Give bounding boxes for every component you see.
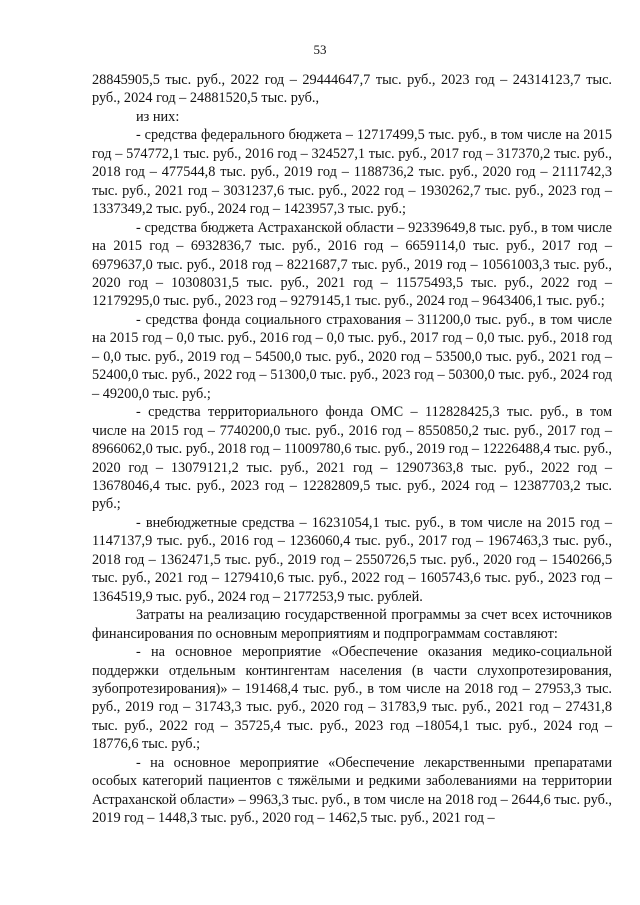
document-body [92, 71, 612, 828]
paragraph-regional-budget: - средства бюджета Астраханской области – 92339649,8 тыс. руб., в том числе на 2015 год – 6932836,7 тыс. руб., 2016 год – 6659114,0 тыс. руб., 2017 год – 6979637,0 тыс. руб., 2018 год – 8221687,7 тыс. руб., 2019 год – 10561003,3 тыс. руб., 2020 год – 10308031,5 тыс. руб., 2021 год – 11575493,5 тыс. руб., 2022 год – 12179295,0 тыс. руб., 2023 год – 9279145,1 тыс. руб., 2024 год – 9643406,1 тыс. руб.; [92, 219, 612, 310]
paragraph-federal-budget: - средства федерального бюджета – 12717499,5 тыс. руб., в том числе на 2015 год – 574772,1 тыс. руб., 2016 год – 324527,1 тыс. руб., 2017 год – 317370,2 тыс. руб., 2018 год – 477544,8 тыс. руб., 2019 год – 1188736,2 тыс. руб., 2020 год – 2111742,3 тыс. руб., 2021 год – 3031237,6 тыс. руб., 2022 год – 1930262,7 тыс. руб., 2023 год – 1337349,2 тыс. руб., 2024 год – 1423957,3 тыс. руб.; [92, 127, 612, 218]
paragraph-measure-medicines: - на основное мероприятие «Обеспечение лекарственными препаратами особых категорий пациентов с тяжёлыми и редкими заболеваниями на территории Астраханской области» – 9963,3 тыс. руб., в том числе на 2018 год – 2644,6 тыс. руб., 2019 год – 1448,3 тыс. руб., 2020 год – 1462,5 тыс. руб., 2021 год – [92, 754, 612, 827]
paragraph-of-which: из них: [136, 108, 180, 125]
paragraph-territorial-oms-fund: - средства территориального фонда ОМС – 112828425,3 тыс. руб., в том числе на 2015 год – 7740200,0 тыс. руб., 2016 год – 8550850,2 тыс. руб., 2017 год – 8966062,0 тыс. руб., 2018 год – 11009780,6 тыс. руб., 2019 год – 12226488,4 тыс. руб., 2020 год – 13079121,2 тыс. руб., 2021 год – 12907363,8 тыс. руб., 2022 год – 13678046,4 тыс. руб., 2023 год – 12282809,5 тыс. руб., 2024 год – 12387703,2 тыс. руб.; [92, 404, 612, 513]
page-number: 53 [313, 42, 327, 57]
paragraph-total-continuation: 28845905,5 тыс. руб., 2022 год – 29444647,7 тыс. руб., 2023 год – 24314123,7 тыс. руб., 2024 год – 24881520,5 тыс. руб., [92, 72, 612, 107]
paragraph-program-costs: Затраты на реализацию государственной программы за счет всех источников финансирования по основным мероприятиям и подпрограммам составляют: [92, 607, 612, 642]
paragraph-extrabudgetary-funds: - внебюджетные средства – 16231054,1 тыс. руб., в том числе на 2015 год – 1147137,9 тыс. руб., 2016 год – 1236060,4 тыс. руб., 2017 год – 1967463,3 тыс. руб., 2018 год – 1362471,5 тыс. руб., 2019 год – 2550726,5 тыс. руб., 2020 год – 1540266,5 тыс. руб., 2021 год – 1279410,6 тыс. руб., 2022 год – 1605743,6 тыс. руб., 2023 год – 1364519,9 тыс. руб., 2024 год – 2177253,9 тыс. рублей. [92, 514, 612, 605]
paragraph-social-insurance-fund: - средства фонда социального страхования – 311200,0 тыс. руб., в том числе на 2015 год – 0,0 тыс. руб., 2016 год – 0,0 тыс. руб., 2017 год – 0,0 тыс. руб., 2018 год – 0,0 тыс. руб., 2019 год – 54500,0 тыс. руб., 2020 год – 53500,0 тыс. руб., 2021 год – 52400,0 тыс. руб., 2022 год – 51300,0 тыс. руб., 2023 год – 50300,0 тыс. руб., 2024 год – 49200,0 тыс. руб.; [92, 311, 612, 402]
paragraph-measure-prosthetics: - на основное мероприятие «Обеспечение оказания медико-социальной поддержки отдельным контингентам населения (в части слухопротезирования, зубопротезирования)» – 191468,4 тыс. руб., в том числе на 2018 год – 27953,3 тыс. руб., 2019 год – 31743,3 тыс. руб., 2020 год – 31783,9 тыс. руб., 2021 год – 27431,8 тыс. руб., 2022 год – 35725,4 тыс. руб., 2023 год –18054,1 тыс. руб., 2024 год – 18776,6 тыс. руб.; [92, 644, 612, 753]
